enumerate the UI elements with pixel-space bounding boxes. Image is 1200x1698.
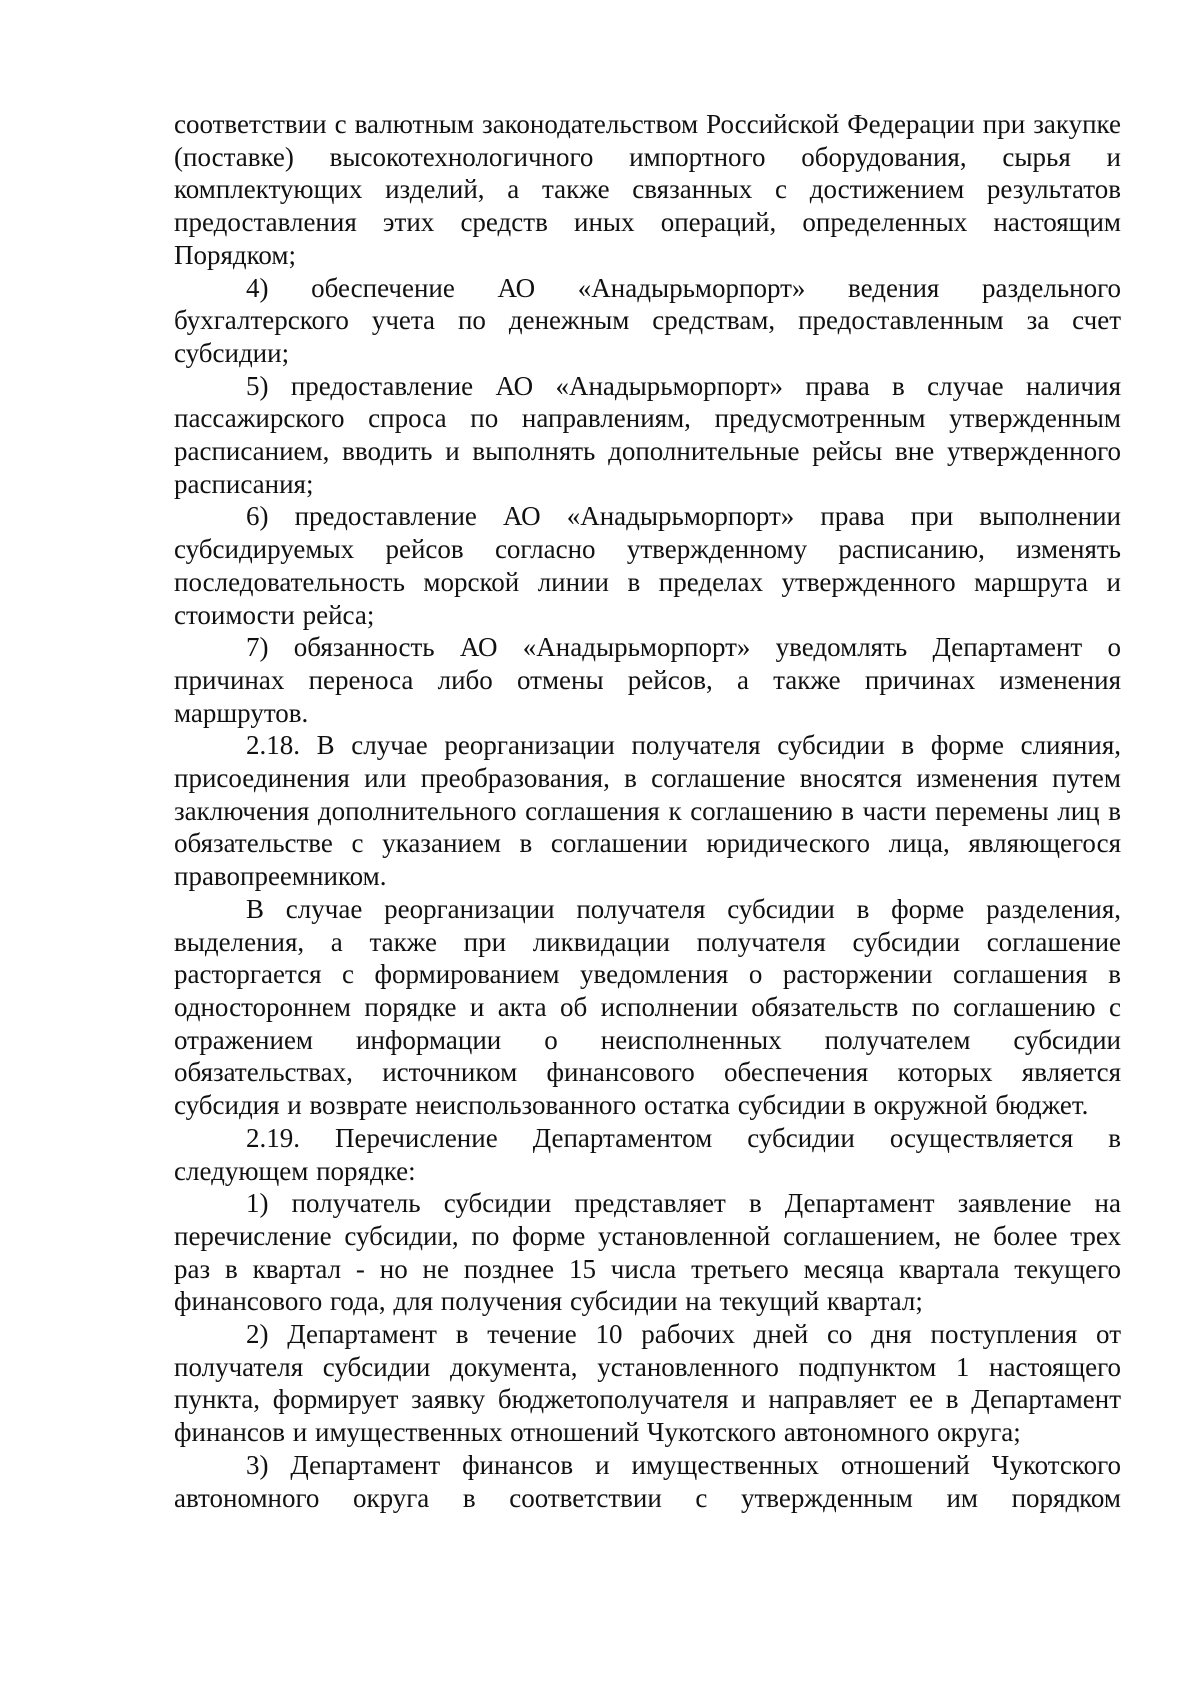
paragraph: 1) получатель субсидии представляет в Департамент заявление на перечисление субсидии, по форме установленной соглашением, не более трех раз в квартал - но не позднее 15 числа третьего месяца квартала текущего финансового года, для получения субсидии на текущий квартал;	[174, 1188, 1121, 1317]
paragraph: 5) предоставление АО «Анадырьморпорт» права в случае наличия пассажирского спроса по направлениям, предусмотренным утвержденным расписанием, вводить и выполнять дополнительные рейсы вне утвержденного расписания;	[174, 370, 1121, 499]
paragraph: 7) обязанность АО «Анадырьморпорт» уведомлять Департамент о причинах переноса либо отмены рейсов, а также причинах изменения маршрутов.	[174, 632, 1121, 728]
paragraph: 2.18. В случае реорганизации получателя субсидии в форме слияния, присоединения или преобразования, в соглашение вносятся изменения путем заключения дополнительного соглашения к соглашению в части перемены лиц в обязательстве с указанием в соглашении юридического лица, являющегося правопреемником.	[174, 730, 1121, 892]
document-page	[174, 108, 1121, 1514]
paragraph-last: 3) Департамент финансов и имущественных отношений Чукотского автономного округа в соответствии с утвержденным им порядком	[174, 1449, 1121, 1513]
paragraph: 4) обеспечение АО «Анадырьморпорт» ведения раздельного бухгалтерского учета по денежным средствам, предоставленным за счет субсидии;	[174, 272, 1121, 368]
paragraph: 6) предоставление АО «Анадырьморпорт» права при выполнении субсидируемых рейсов согласно утвержденному расписанию, изменять последовательность морской линии в пределах утвержденного маршрута и стоимости рейса;	[174, 501, 1121, 630]
paragraph: соответствии с валютным законодательством Российской Федерации при закупке (поставке) высокотехнологичного импортного оборудования, сырья и комплектующих изделий, а также связанных с достижением результатов предоставления этих средств иных операций, определенных настоящим Порядком;	[174, 109, 1121, 270]
paragraph: В случае реорганизации получателя субсидии в форме разделения, выделения, а также при ликвидации получателя субсидии соглашение расторгается с формированием уведомления о расторжении соглашения в одностороннем порядке и акта об исполнении обязательств по соглашению с отражением информации о неисполненных получателем субсидии обязательствах, источником финансового обеспечения которых является субсидия и возврате неиспользованного остатка субсидии в окружной бюджет.	[174, 893, 1121, 1121]
paragraph: 2.19. Перечисление Департаментом субсидии осуществляется в следующем порядке:	[174, 1122, 1121, 1186]
paragraph: 2) Департамент в течение 10 рабочих дней со дня поступления от получателя субсидии документа, установленного подпунктом 1 настоящего пункта, формирует заявку бюджетополучателя и направляет ее в Департамент финансов и имущественных отношений Чукотского автономного округа;	[174, 1319, 1121, 1448]
